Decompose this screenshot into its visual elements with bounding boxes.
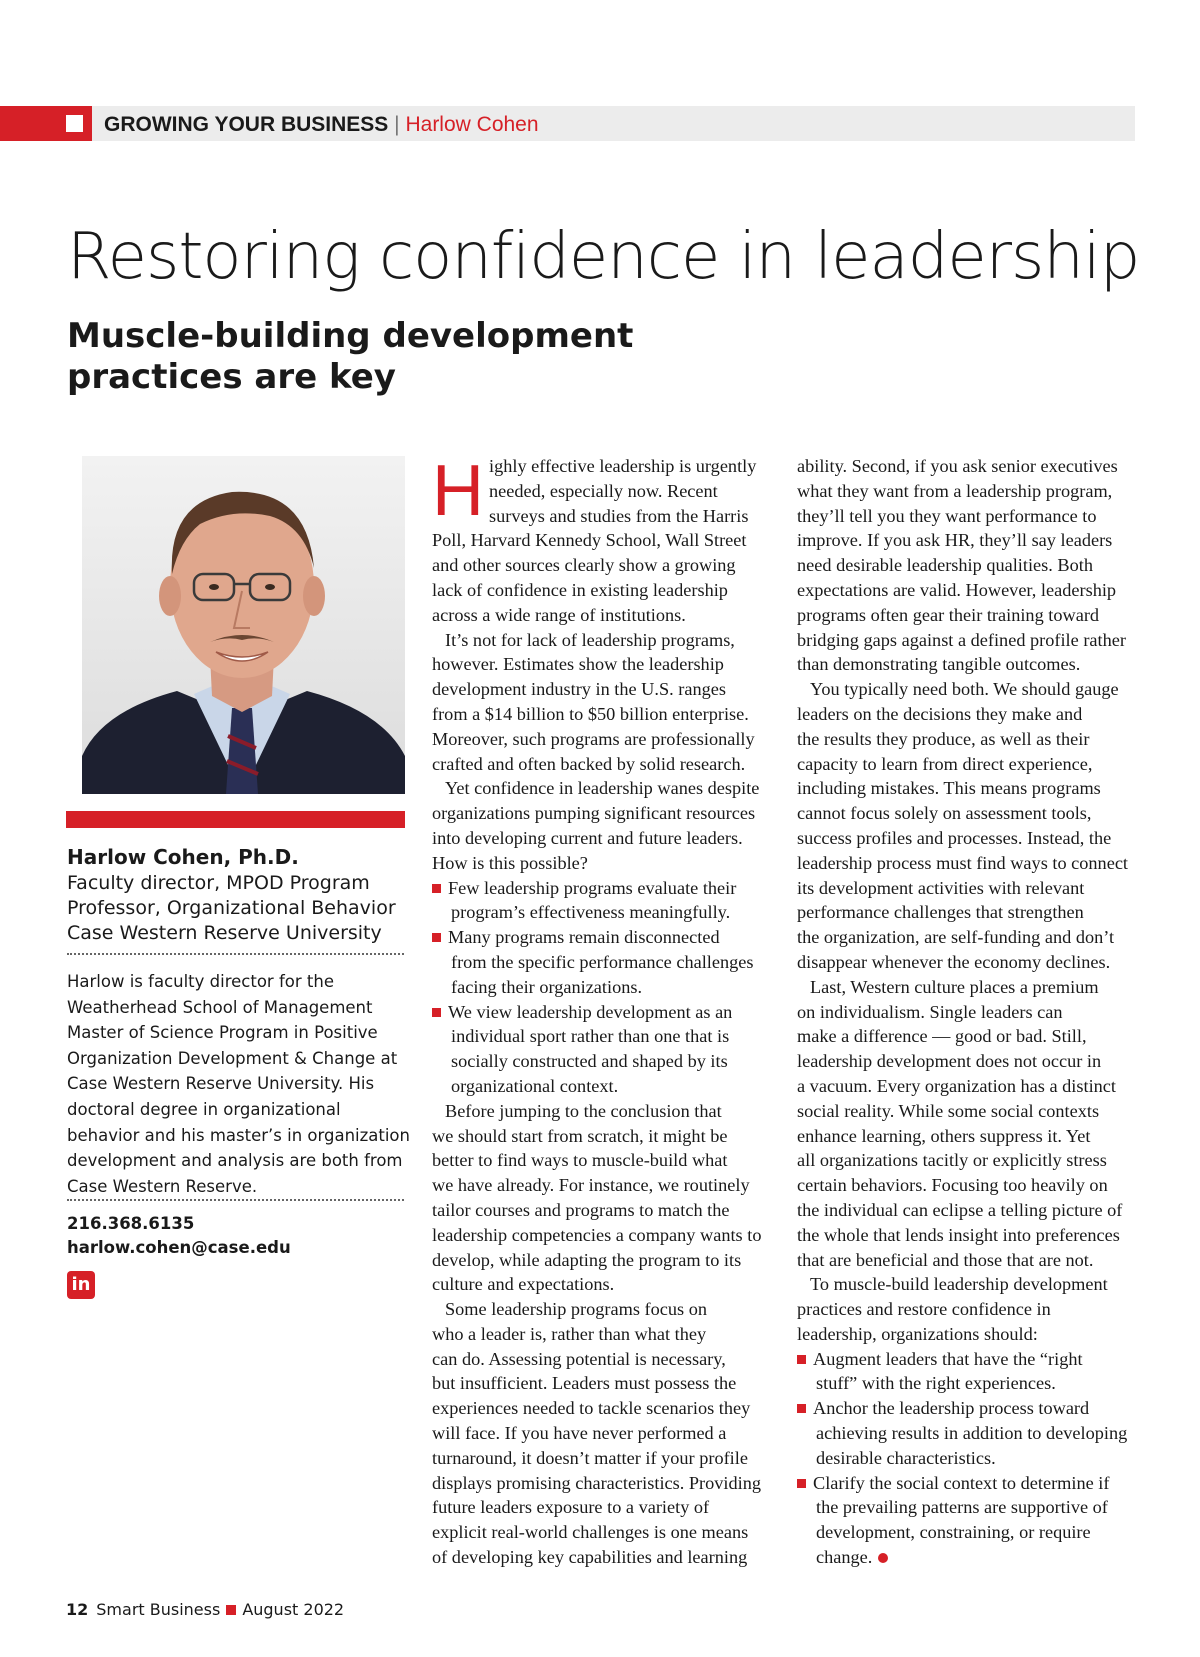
text-line: desirable characteristics. <box>816 1447 996 1468</box>
text-line: that are beneficial and those that are not. <box>797 1249 1094 1270</box>
text-line: make a difference — good or bad. Still, <box>797 1026 1087 1047</box>
list-item <box>797 1396 1142 1421</box>
text-line: explicit real-world challenges is one means <box>432 1522 749 1543</box>
photo-accent-bar <box>66 811 405 828</box>
list-item-text: Clarify the social context to determine if <box>813 1472 1110 1493</box>
text-line: leadership, organizations should: <box>797 1323 1038 1344</box>
final-line-text: change. <box>816 1547 873 1568</box>
text-line: certain behaviors. Focusing too heavily on <box>797 1175 1108 1196</box>
text-line: they’ll tell you they want performance to <box>797 505 1097 526</box>
section-accent-block <box>0 106 92 141</box>
text-line: success profiles and processes. Instead, the <box>797 827 1112 848</box>
text-line: surveys and studies from the Harris <box>489 505 749 526</box>
text-line: the results they produce, as well as their <box>797 728 1090 749</box>
linkedin-icon[interactable]: in <box>67 1271 95 1299</box>
author-phone: 216.368.6135 <box>67 1214 195 1233</box>
section-separator: | <box>394 113 400 136</box>
text-line: culture and expectations. <box>432 1274 615 1295</box>
author-email[interactable]: harlow.cohen@case.edu <box>67 1238 291 1257</box>
list-item-text: Anchor the leadership process toward <box>813 1398 1090 1419</box>
text-line: enhance learning, others suppress it. Yet <box>797 1125 1091 1146</box>
square-separator-icon <box>226 1605 236 1615</box>
list-item-text: Many programs remain disconnected <box>448 927 720 948</box>
text-line: leadership competencies a company wants to <box>432 1224 762 1245</box>
text-line: lack of confidence in existing leadership <box>432 579 728 600</box>
text-line: we should start from scratch, it might be <box>432 1125 728 1146</box>
text-line: development, constraining, or require <box>816 1522 1091 1543</box>
text-line: develop, while adapting the program to its <box>432 1249 742 1270</box>
section-author: Harlow Cohen <box>405 113 539 136</box>
text-line: displays promising characteristics. Providing <box>432 1472 762 1493</box>
author-title: Faculty director, MPOD Program <box>67 872 370 894</box>
list-item <box>432 1000 772 1025</box>
list-item <box>797 1347 1142 1372</box>
text-line: the organization, are self-funding and don’t <box>797 927 1115 948</box>
text-line: ighly effective leadership is urgently <box>489 456 757 476</box>
text-line: leadership development does not occur in <box>797 1051 1102 1072</box>
bullet-square-icon <box>797 1479 806 1488</box>
text-line: future leaders exposure to a variety of <box>432 1497 710 1518</box>
text-line: but insufficient. Leaders must possess the <box>432 1373 737 1394</box>
text-line: capacity to learn from direct experience, <box>797 753 1093 774</box>
text-line: turnaround, it doesn’t matter if your profile <box>432 1447 748 1468</box>
text-line: crafted and often backed by solid research. <box>432 753 746 774</box>
author-title: Professor, Organizational Behavior <box>67 897 396 919</box>
text-line: expectations are valid. However, leadership <box>797 579 1117 600</box>
list-item <box>797 1471 1142 1496</box>
text-line: program’s effectiveness meaningfully. <box>451 902 731 923</box>
author-name: Harlow Cohen, Ph.D. <box>67 845 299 869</box>
text-line: need desirable leadership qualities. Both <box>797 555 1093 576</box>
list-item <box>432 876 772 901</box>
dotted-divider <box>67 1199 404 1201</box>
text-line: will face. If you have never performed a <box>432 1423 727 1444</box>
text-line: programs often gear their training toward <box>797 604 1100 625</box>
list-item-text: We view leadership development as an <box>448 1001 733 1022</box>
text-line: can do. Assessing potential is necessary, <box>432 1348 726 1369</box>
text-line: ability. Second, if you ask senior executives <box>797 456 1118 476</box>
text-line: however. Estimates show the leadership <box>432 654 724 675</box>
text-line: who a leader is, rather than what they <box>432 1323 707 1344</box>
section-name: GROWING YOUR BUSINESS <box>104 113 389 136</box>
bullet-square-icon <box>432 933 441 942</box>
text-line: social reality. While some social contexts <box>797 1100 1100 1121</box>
publication-name: Smart Business <box>96 1600 221 1619</box>
author-title: Case Western Reserve University <box>67 922 382 944</box>
text-line: stuff” with the right experiences. <box>816 1373 1056 1394</box>
article-deck: Muscle-building development practices are key <box>67 316 634 397</box>
text-line: the prevailing patterns are supportive of <box>816 1497 1108 1518</box>
text-line: Moreover, such programs are professionally <box>432 728 755 749</box>
section-label <box>104 113 539 137</box>
text-line: its development activities with relevant <box>797 877 1085 898</box>
text-line: than demonstrating tangible outcomes. <box>797 654 1081 675</box>
text-line: the whole that lends insight into preferences <box>797 1224 1120 1245</box>
text-line: of developing key capabilities and learning <box>432 1547 748 1568</box>
text-line: and other sources clearly show a growing <box>432 555 736 576</box>
text-line: Poll, Harvard Kennedy School, Wall Street <box>432 530 747 551</box>
text-line: better to find ways to muscle-build what <box>432 1150 728 1171</box>
text-line: into developing current and future leaders. <box>432 827 743 848</box>
text-line: Yet confidence in leadership wanes despite <box>445 778 760 799</box>
text-line: improve. If you ask HR, they’ll say leaders <box>797 530 1113 551</box>
text-line: across a wide range of institutions. <box>432 604 686 625</box>
page-footer <box>66 1600 344 1619</box>
bullet-square-icon <box>432 1008 441 1017</box>
text-line: performance challenges that strengthen <box>797 902 1084 923</box>
page-number: 12 <box>66 1600 89 1619</box>
text-line: leaders on the decisions they make and <box>797 703 1083 724</box>
text-line: Some leadership programs focus on <box>445 1299 707 1320</box>
text-line: all organizations tacitly or explicitly stress <box>797 1150 1107 1171</box>
text-line: on individualism. Single leaders can <box>797 1001 1063 1022</box>
text-line: the individual can eclipse a telling picture of <box>797 1199 1123 1220</box>
square-icon <box>66 115 83 132</box>
text-line: from a $14 billion to $50 billion enterprise. <box>432 703 749 724</box>
text-line: achieving results in addition to developing <box>816 1423 1128 1444</box>
text-line: we have already. For instance, we routinely <box>432 1175 750 1196</box>
text-line: facing their organizations. <box>451 976 643 997</box>
text-line: experiences needed to tackle scenarios they <box>432 1398 751 1419</box>
text-line: needed, especially now. Recent <box>489 480 718 501</box>
bullet-square-icon <box>797 1355 806 1364</box>
text-line: development industry in the U.S. ranges <box>432 679 726 700</box>
text-line: cannot focus solely on assessment tools, <box>797 803 1092 824</box>
text-line: To muscle-build leadership development <box>810 1274 1108 1295</box>
text-line <box>797 1545 1142 1570</box>
text-line: bridging gaps against a defined profile rather <box>797 629 1126 650</box>
text-line: what they want from a leadership program, <box>797 480 1113 501</box>
text-line: practices and restore confidence in <box>797 1299 1051 1320</box>
text-line: Last, Western culture places a premium <box>810 976 1099 997</box>
list-item-text: Few leadership programs evaluate their <box>448 877 737 898</box>
text-line: How is this possible? <box>432 852 588 873</box>
list-item <box>432 925 772 950</box>
author-bio: Harlow is faculty director for the Weatherhead School of Management Master of Science Program in Positive Organization Development & Change at Case Western Reserve University. His doctoral degree in organizational behavior and his master’s in organization development and analysis are both from Case Western Reserve. <box>67 972 410 1196</box>
article-column-2 <box>797 454 1142 1570</box>
end-mark-icon <box>878 1553 888 1563</box>
issue-date: August 2022 <box>242 1600 345 1619</box>
text-line: a vacuum. Every organization has a distinct <box>797 1075 1116 1096</box>
text-line: socially constructed and shaped by its <box>451 1051 728 1072</box>
text-line: disappear whenever the economy declines. <box>797 951 1111 972</box>
article-headline: Restoring confidence in leadership <box>67 220 1140 294</box>
text-line: organizational context. <box>451 1075 619 1096</box>
article-column-1 <box>432 451 772 1570</box>
text-line: including mistakes. This means programs <box>797 778 1101 799</box>
text-line: It’s not for lack of leadership programs, <box>445 629 735 650</box>
bullet-square-icon <box>432 884 441 893</box>
text-line: Before jumping to the conclusion that <box>445 1100 722 1121</box>
text-line: organizations pumping significant resources <box>432 803 756 824</box>
author-photo <box>82 456 405 794</box>
dotted-divider <box>67 953 404 955</box>
drop-cap: H <box>432 451 484 531</box>
list-item-text: Augment leaders that have the “right <box>813 1348 1083 1369</box>
text-line: You typically need both. We should gauge <box>810 679 1119 700</box>
section-header-bar <box>0 106 1135 141</box>
text-line: individual sport rather than one that is <box>451 1026 730 1047</box>
text-line: tailor courses and programs to match the <box>432 1199 730 1220</box>
text-line: from the specific performance challenges <box>451 951 754 972</box>
text-line: leadership process must find ways to connect <box>797 852 1129 873</box>
bullet-square-icon <box>797 1404 806 1413</box>
